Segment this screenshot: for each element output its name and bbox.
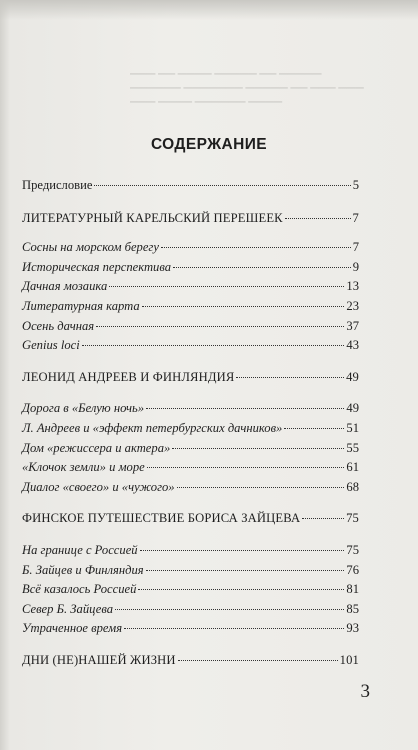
toc-section-karelian-isthmus[interactable] — [22, 209, 359, 229]
toc-section-title: ДНИ (НЕ)НАШЕЙ ЖИЗНИ — [22, 652, 176, 667]
toc-entry[interactable] — [22, 399, 359, 419]
toc-entry[interactable] — [22, 258, 359, 278]
dot-leader — [284, 428, 344, 429]
toc-entry[interactable] — [22, 600, 359, 620]
toc-entry-title: Сосны на морском берегу — [22, 240, 159, 255]
dot-leader — [173, 267, 351, 268]
toc-entry-title: Север Б. Зайцева — [22, 601, 114, 616]
toc-entry-page: 7 — [352, 210, 359, 225]
contents-title: СОДЕРЖАНИЕ — [150, 136, 268, 153]
dot-leader — [236, 377, 344, 378]
toc-entry-page: 49 — [346, 369, 359, 384]
dot-leader — [115, 609, 344, 610]
toc-entry[interactable] — [22, 439, 359, 459]
dot-leader — [147, 467, 345, 468]
toc-entry[interactable] — [22, 478, 359, 498]
dot-leader — [138, 589, 344, 590]
bleed-through-text: ▁▁▁ ▁▁ ▁▁▁▁ ▁▁▁▁▁ ▁▁ ▁▁▁▁▁ ▁▁▁▁▁▁ ▁▁▁▁▁▁▁ ▁▁▁▁▁ ▁▁ ▁▁▁ ▁▁▁ ▁▁▁ ▁▁▁▁ ▁▁▁▁▁▁ ▁▁▁▁ — [130, 63, 364, 103]
toc-entry-page: 37 — [346, 318, 359, 333]
toc-entry[interactable] — [22, 458, 359, 478]
dot-leader — [146, 570, 345, 571]
toc-entry-page: 76 — [346, 562, 359, 577]
dot-leader — [161, 247, 351, 248]
toc-entry[interactable] — [22, 317, 359, 337]
toc-entry[interactable] — [22, 619, 359, 639]
toc-section-boris-zaitsev[interactable] — [22, 509, 359, 529]
dot-leader — [142, 306, 345, 307]
toc-entry-page: 85 — [346, 601, 359, 616]
toc-entry-title: Дачная мозаика — [22, 279, 108, 294]
toc-entry-title: Genius loci — [22, 338, 80, 353]
toc-section-title: ФИНСКОЕ ПУТЕШЕСТВИЕ БОРИСА ЗАЙЦЕВА — [22, 511, 301, 526]
dot-leader — [178, 660, 338, 661]
dot-leader — [109, 286, 344, 287]
dot-leader — [177, 487, 345, 488]
dot-leader — [172, 448, 344, 449]
dot-leader — [82, 345, 345, 346]
dot-leader — [146, 408, 344, 409]
dot-leader — [96, 326, 344, 327]
dot-leader — [302, 518, 344, 519]
toc-entry-page: 49 — [346, 401, 359, 416]
toc-entry-title: Историческая перспектива — [22, 259, 172, 274]
toc-entry-title: Всё казалось Россией — [22, 582, 137, 597]
toc-entry-page: 5 — [352, 178, 359, 192]
toc-entry-page: 13 — [346, 279, 359, 294]
toc-entry[interactable] — [22, 238, 359, 258]
toc-entry-title: Осень дачная — [22, 318, 95, 333]
toc-entry-title: Дом «режиссера и актера» — [22, 440, 171, 455]
toc-entry-title: На границе с Россией — [22, 542, 138, 557]
toc-entry[interactable] — [22, 336, 359, 356]
toc-entry[interactable] — [22, 277, 359, 297]
toc-entry-page: 9 — [352, 259, 359, 274]
toc-entry[interactable] — [22, 419, 359, 439]
toc-entry-page: 43 — [346, 338, 359, 353]
toc-entry-page: 55 — [346, 440, 359, 455]
toc-section-title: ЛИТЕРАТУРНЫЙ КАРЕЛЬСКИЙ ПЕРЕШЕЕК — [22, 210, 283, 225]
toc-entry-page: 101 — [339, 652, 359, 667]
table-of-contents — [22, 176, 359, 670]
dot-leader — [140, 550, 345, 551]
toc-entry-title: Дорога в «Белую ночь» — [22, 401, 145, 416]
toc-section-title: ЛЕОНИД АНДРЕЕВ И ФИНЛЯНДИЯ — [22, 369, 235, 384]
toc-entry-title: Б. Зайцев и Финляндия — [22, 562, 144, 577]
toc-entry-title: Л. Андреев и «эффект петербургских дачников» — [22, 420, 283, 435]
toc-entry-page: 61 — [346, 460, 359, 475]
toc-entry-title: Предисловие — [22, 178, 93, 192]
toc-entry-page: 93 — [346, 621, 359, 636]
toc-section-days-of-life[interactable] — [22, 651, 359, 671]
toc-entry[interactable] — [22, 541, 359, 561]
page-top-shadow — [0, 0, 418, 20]
toc-entry-page: 81 — [346, 582, 359, 597]
dot-leader — [94, 185, 350, 186]
toc-entry[interactable] — [22, 580, 359, 600]
toc-entry-title: «Клочок земли» и море — [22, 460, 145, 475]
toc-section-leonid-andreev[interactable] — [22, 368, 359, 388]
toc-entry-page: 51 — [346, 420, 359, 435]
toc-entry[interactable] — [22, 297, 359, 317]
toc-entry-title: Диалог «своего» и «чужого» — [22, 479, 175, 494]
toc-entry-preface[interactable] — [22, 176, 359, 196]
toc-entry-title: Утраченное время — [22, 621, 123, 636]
toc-entry-page: 23 — [346, 298, 359, 313]
toc-entry[interactable] — [22, 561, 359, 581]
toc-entry-title: Литературная карта — [22, 298, 140, 313]
dot-leader — [124, 628, 344, 629]
toc-entry-page: 75 — [346, 542, 359, 557]
toc-entry-page: 68 — [346, 479, 359, 494]
toc-entry-page: 7 — [352, 240, 359, 255]
toc-entry-page: 75 — [346, 511, 359, 526]
dot-leader — [285, 218, 351, 219]
page-number: 3 — [360, 681, 370, 702]
